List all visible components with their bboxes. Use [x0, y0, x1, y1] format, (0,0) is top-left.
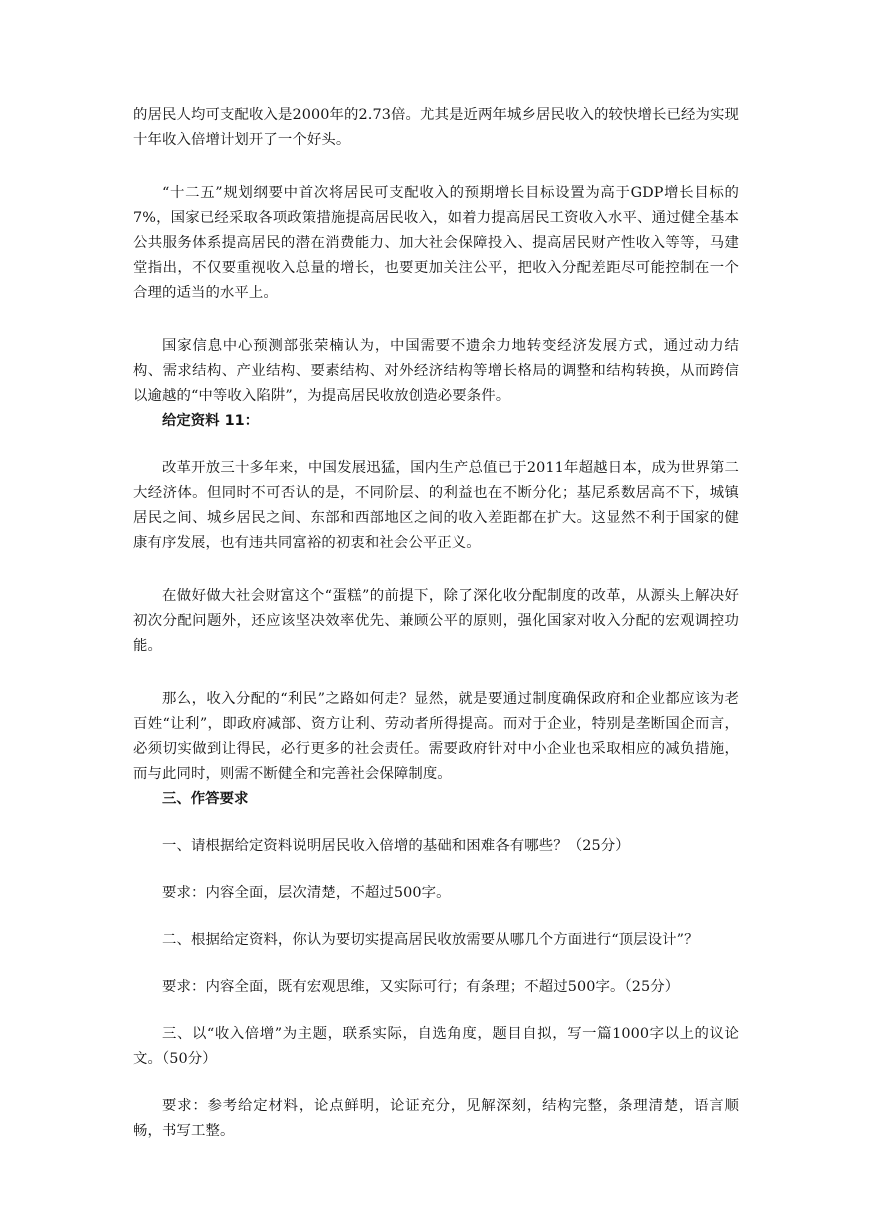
question-1: 一、请根据给定资料说明居民收入倍增的基础和困难各有哪些？（25分） [162, 838, 630, 854]
material-paragraph-reform: 改革开放三十多年来，中国发展迅猛，国内生产总值已于2011年超越日本，成为世界第二大经济体。但同时不可否认的是，不同阶层、的利益也在不断分化；基尼系数居高不下，城镇居民之间、城乡居民之间、东部和西部地区之间的收入差距都在扩大。这显然不利于国家的健康有序发展，也有违共同富裕的初衷和社会公平正义。 [133, 460, 739, 551]
material-paragraph-benefit-people: 那么，收入分配的“利民”之路如何走？显然，就是要通过制度确保政府和企业都应该为老百姓“让利”，即政府减部、资方让利、劳动者所得提高。而对于企业，特别是垄断国企而言，必须切实做到让得民，必行更多的社会责任。需要政府针对中小企业也采取相应的减负措施，而与此同时，则需不断健全和完善社会保障制度。 [133, 691, 739, 782]
paragraph-information-center: 国家信息中心预测部张荣楠认为，中国需要不遗余力地转变经济发展方式，通过动力结构、需求结构、产业结构、要素结构、对外经济结构等增长格局的调整和结构转换，从而跨信以逾越的“中等收入陷阱”，为提高居民收放创造必要条件。 [133, 338, 739, 404]
paragraph-income-ratio: 的居民人均可支配收入是2000年的2.73倍。尤其是近两年城乡居民收入的较快增长已经为实现十年收入倍增计划开了一个好头。 [133, 107, 739, 148]
material-paragraph-cake: 在做好做大社会财富这个“蛋糕”的前提下，除了深化收分配制度的改革，从源头上解决好初次分配问题外，还应该坚决效率优先、兼顾公平的原则，强化国家对收入分配的宏观调控功能。 [133, 588, 739, 654]
question-1-requirement: 要求：内容全面，层次清楚，不超过500字。 [162, 885, 451, 901]
question-2-requirement: 要求：内容全面，既有宏观思维，又实际可行；有条理；不超过500字。（25分） [162, 979, 680, 995]
question-3-requirement: 要求：参考给定材料，论点鲜明，论证充分，见解深刻，结构完整，条理清楚，语言顺畅，书写工整。 [133, 1098, 739, 1139]
document-page [133, 103, 739, 1144]
requirements-heading: 三、作答要求 [162, 791, 249, 807]
question-2: 二、根据给定资料，你认为要切实提高居民收放需要从哪几个方面进行“顶层设计”？ [162, 932, 699, 948]
material-11-heading: 给定资料 11： [162, 413, 259, 429]
paragraph-twelfth-five-year-plan: “十二五”规划纲要中首次将居民可支配收入的预期增长目标设置为高于GDP增长目标的7%，国家已经采取各项政策措施提高居民收入，如着力提高居民工资收入水平、通过健全基本公共服务体系提高居民的潜在消费能力、加大社会保障投入、提高居民财产性收入等等，马建堂指出，不仅要重视收入总量的增长，也要更加关注公平，把收入分配差距尽可能控制在一个合理的适当的水平上。 [133, 185, 739, 301]
question-3: 三、以“收入倍增”为主题，联系实际，自选角度，题目自拟，写一篇1000字以上的议论文。（50分） [133, 1026, 739, 1067]
